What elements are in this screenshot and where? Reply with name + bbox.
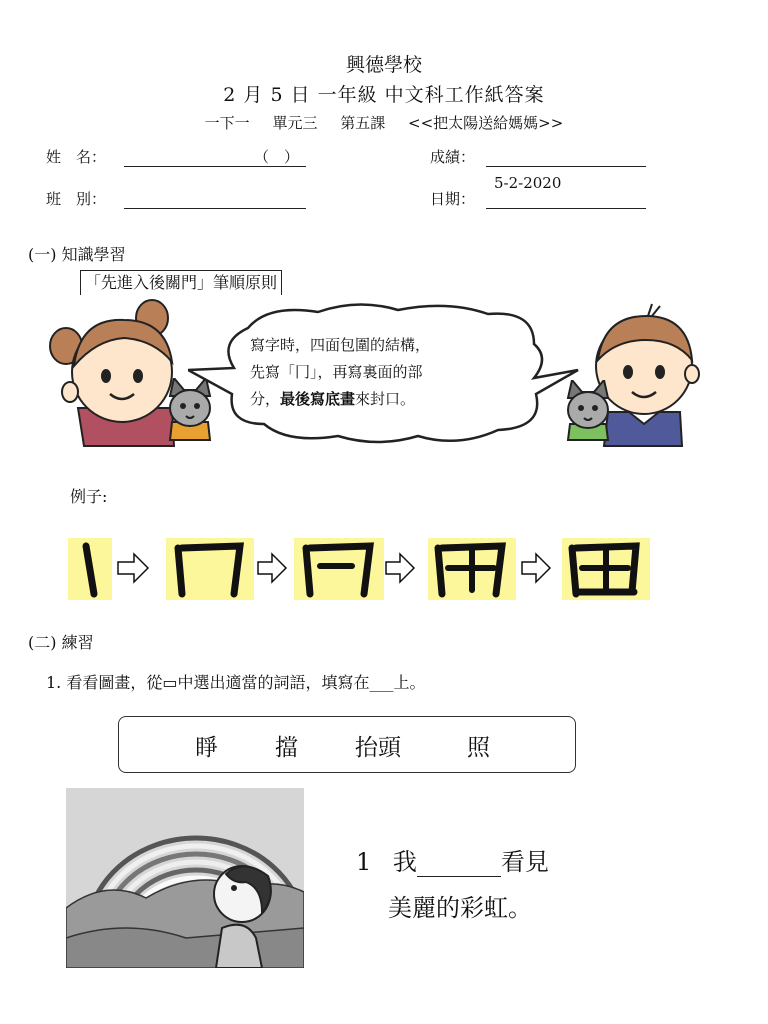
date-value: 5-2-2020 bbox=[494, 174, 562, 192]
cat-icon bbox=[562, 380, 614, 448]
word-choice-3: 抬頭 bbox=[355, 735, 401, 761]
class-number-paren: （ ） bbox=[254, 148, 300, 166]
rule-title: 「先進入後關門」筆順原則 bbox=[80, 270, 282, 295]
date-label: 日期： bbox=[430, 190, 476, 208]
worksheet-title: 2 月 5 日 一年級 中文科工作紙答案 bbox=[223, 84, 545, 106]
lesson-line bbox=[0, 112, 768, 133]
question-1 bbox=[356, 842, 549, 877]
lesson-title: <<把太陽送給媽媽>> bbox=[408, 114, 564, 132]
rainbow-illustration-icon bbox=[66, 788, 304, 968]
stroke-step-5 bbox=[562, 538, 650, 600]
bubble-line-2: 先寫「冂」，再寫裏面的部 bbox=[250, 363, 423, 381]
stroke-step-3 bbox=[294, 538, 384, 600]
word-choice-box bbox=[118, 716, 576, 773]
sentence-line-2: 美麗的彩虹。 bbox=[388, 894, 532, 922]
section2-heading: (二) 練習 bbox=[28, 633, 94, 652]
bubble-line-3-pre: 分， bbox=[250, 390, 281, 408]
bubble-line-1: 寫字時，四面包圍的結構， bbox=[250, 336, 431, 354]
sentence-part-2: 看見 bbox=[500, 848, 549, 876]
class-label: 班 別： bbox=[46, 190, 107, 208]
question-number: 1 bbox=[356, 848, 372, 876]
name-label: 姓 名： bbox=[46, 148, 107, 166]
sentence-part-1: 我 bbox=[392, 848, 417, 876]
bubble-line-3 bbox=[250, 386, 430, 413]
bubble-line-3-post: 來封口。 bbox=[355, 390, 416, 408]
section1-heading: (一) 知識學習 bbox=[28, 245, 126, 264]
bubble-bold-phrase: 最後寫底畫 bbox=[280, 390, 356, 408]
stroke-step-4 bbox=[428, 538, 516, 600]
example-label: 例子: bbox=[70, 487, 108, 506]
word-choice-2: 擋 bbox=[275, 735, 298, 761]
word-choice-1: 睜 bbox=[195, 735, 218, 761]
stroke-step-1 bbox=[68, 538, 112, 600]
arrow-icon bbox=[118, 554, 148, 582]
name-field[interactable] bbox=[124, 148, 306, 167]
lesson-chapter: 單元三 bbox=[272, 114, 318, 132]
answer-blank[interactable] bbox=[417, 854, 501, 877]
score-field[interactable] bbox=[486, 148, 646, 167]
stroke-step-2 bbox=[166, 538, 254, 600]
bubble-text bbox=[250, 332, 430, 413]
lesson-number: 第五課 bbox=[340, 114, 386, 132]
date-field[interactable] bbox=[486, 174, 646, 209]
word-choice-4: 照 bbox=[467, 735, 490, 761]
arrow-icon bbox=[258, 554, 286, 582]
lesson-unit: 一下一 bbox=[204, 114, 250, 132]
school-name: 興德學校 bbox=[345, 54, 422, 76]
arrow-icon bbox=[522, 554, 550, 582]
arrow-icon bbox=[386, 554, 414, 582]
exercise-instruction: 1. 看看圖畫，從▭中選出適當的詞語，填寫在___上。 bbox=[46, 673, 426, 692]
class-field[interactable] bbox=[124, 190, 306, 209]
score-label: 成績： bbox=[430, 148, 476, 166]
stroke-order-example bbox=[66, 536, 656, 602]
